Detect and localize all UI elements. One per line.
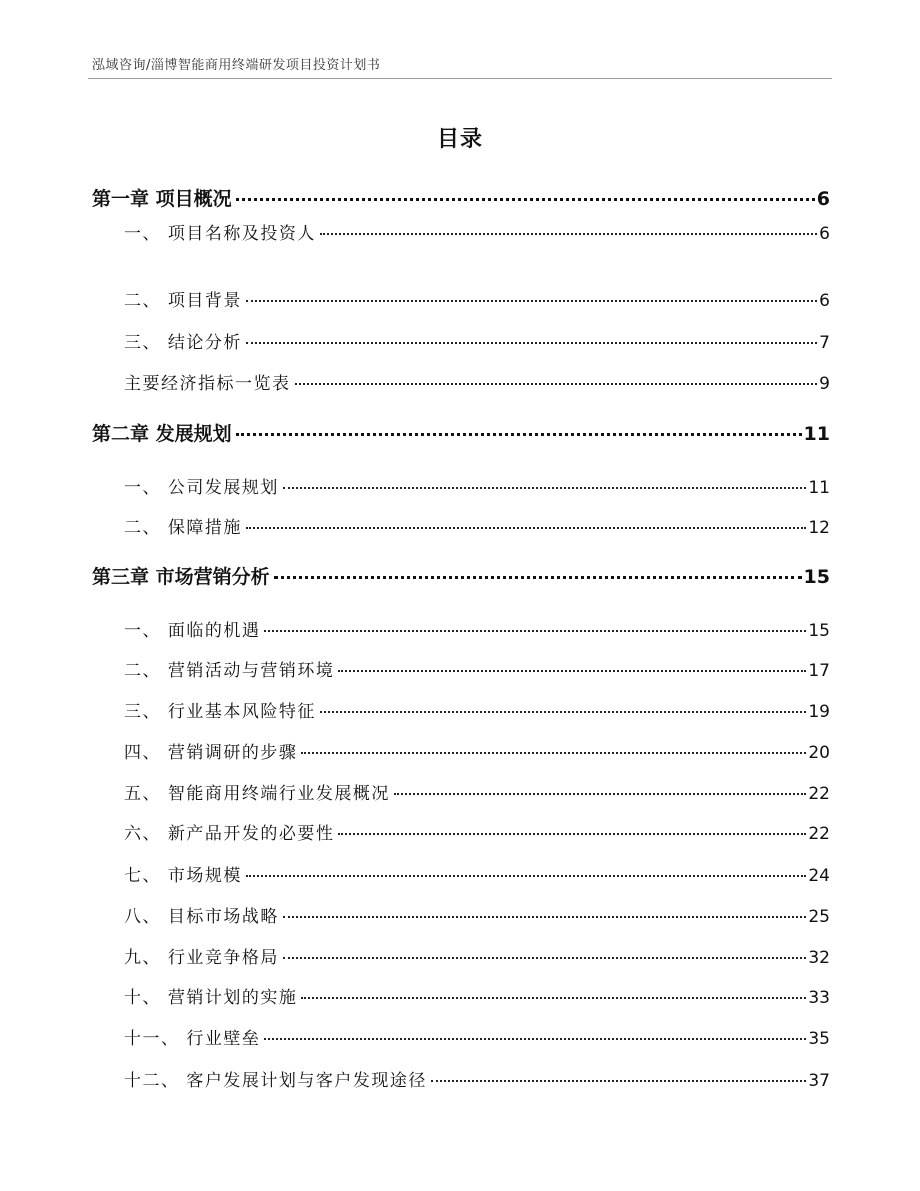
toc-section[interactable] (92, 513, 830, 537)
toc-section[interactable] (92, 369, 830, 393)
toc-title: 目录 (436, 127, 483, 152)
toc-entry-label: 四、 营销调研的步骤 (124, 743, 298, 763)
dot-leader (301, 997, 806, 999)
toc-page-number: 20 (808, 743, 830, 763)
toc-page-number: 7 (819, 333, 830, 353)
toc-section[interactable] (92, 861, 830, 885)
toc-chapter-1[interactable] (92, 184, 830, 210)
toc-entry-label: 二、 保障措施 (124, 518, 242, 538)
toc-entry-label: 三、 行业基本风险特征 (124, 702, 316, 722)
toc-entry-label: 五、 智能商用终端行业发展概况 (124, 784, 390, 804)
toc-entry-label: 十一、 行业壁垒 (124, 1029, 261, 1049)
toc-entry-label: 二、 项目背景 (124, 291, 242, 311)
toc-chapter-2[interactable] (92, 419, 830, 445)
dot-leader (274, 576, 802, 579)
dot-leader (246, 875, 806, 877)
dot-leader (264, 630, 806, 632)
toc-page-number: 32 (808, 948, 830, 968)
toc-entry-label: 六、 新产品开发的必要性 (124, 824, 335, 844)
toc-page-number: 6 (819, 291, 830, 311)
dot-leader (236, 198, 815, 201)
toc-section[interactable] (92, 779, 830, 803)
toc-entry-label: 主要经济指标一览表 (124, 374, 291, 394)
toc-page-number: 15 (808, 621, 830, 641)
toc-page-number: 37 (808, 1071, 830, 1091)
dot-leader (283, 487, 806, 489)
toc-section[interactable] (92, 219, 830, 243)
toc-entry-label: 七、 市场规模 (124, 866, 242, 886)
toc-section[interactable] (92, 697, 830, 721)
toc-page-number: 22 (808, 824, 830, 844)
dot-leader (264, 1038, 806, 1040)
toc-section[interactable] (92, 328, 830, 352)
dot-leader (246, 300, 817, 302)
toc-page-number: 35 (808, 1029, 830, 1049)
toc-page-number: 11 (803, 423, 830, 445)
toc-entry-label: 三、 结论分析 (124, 333, 242, 353)
toc-page-number: 9 (819, 374, 830, 394)
toc-entry-label: 九、 行业竞争格局 (124, 948, 279, 968)
toc-entry-label: 第三章 市场营销分析 (92, 566, 270, 588)
dot-leader (320, 233, 817, 235)
toc-section[interactable] (92, 1066, 830, 1090)
toc-section[interactable] (92, 902, 830, 926)
toc-entry-label: 十、 营销计划的实施 (124, 988, 298, 1008)
toc-entry-label: 一、 项目名称及投资人 (124, 224, 316, 244)
toc-section[interactable] (92, 473, 830, 497)
dot-leader (431, 1080, 806, 1082)
toc-page-number: 24 (808, 866, 830, 886)
dot-leader (246, 527, 806, 529)
dot-leader (246, 342, 817, 344)
toc-section[interactable] (92, 819, 830, 843)
toc-page-number: 25 (808, 907, 830, 927)
dot-leader (338, 833, 806, 835)
dot-leader (283, 957, 806, 959)
dot-leader (394, 793, 806, 795)
toc-page-number: 12 (808, 518, 830, 538)
dot-leader (320, 711, 806, 713)
toc-section[interactable] (92, 943, 830, 967)
toc-page-number: 6 (819, 224, 830, 244)
toc-entry-label: 一、 面临的机遇 (124, 621, 261, 641)
toc-entry-label: 第二章 发展规划 (92, 423, 232, 445)
toc-section[interactable] (92, 1024, 830, 1048)
toc-section[interactable] (92, 738, 830, 762)
toc-page-number: 17 (808, 661, 830, 681)
dot-leader (295, 383, 818, 385)
toc-page-number: 6 (816, 188, 830, 210)
running-header: 泓域咨询/淄博智能商用终端研发项目投资计划书 (92, 58, 381, 73)
toc-entry-label: 八、 目标市场战略 (124, 907, 279, 927)
dot-leader (236, 433, 802, 436)
dot-leader (283, 916, 806, 918)
toc-entry-label: 二、 营销活动与营销环境 (124, 661, 335, 681)
toc-section[interactable] (92, 983, 830, 1007)
toc-entry-label: 一、 公司发展规划 (124, 478, 279, 498)
toc-section[interactable] (92, 616, 830, 640)
dot-leader (338, 670, 806, 672)
toc-page-number: 11 (808, 478, 830, 498)
toc-page-number: 15 (803, 566, 830, 588)
toc-page-number: 22 (808, 784, 830, 804)
toc-chapter-3[interactable] (92, 562, 830, 588)
table-of-contents (92, 0, 830, 1191)
toc-entry-label: 十二、 客户发展计划与客户发现途径 (124, 1071, 427, 1091)
toc-page-number: 19 (808, 702, 830, 722)
toc-section[interactable] (92, 656, 830, 680)
toc-page-number: 33 (808, 988, 830, 1008)
toc-section[interactable] (92, 286, 830, 310)
dot-leader (301, 752, 806, 754)
toc-entry-label: 第一章 项目概况 (92, 188, 232, 210)
